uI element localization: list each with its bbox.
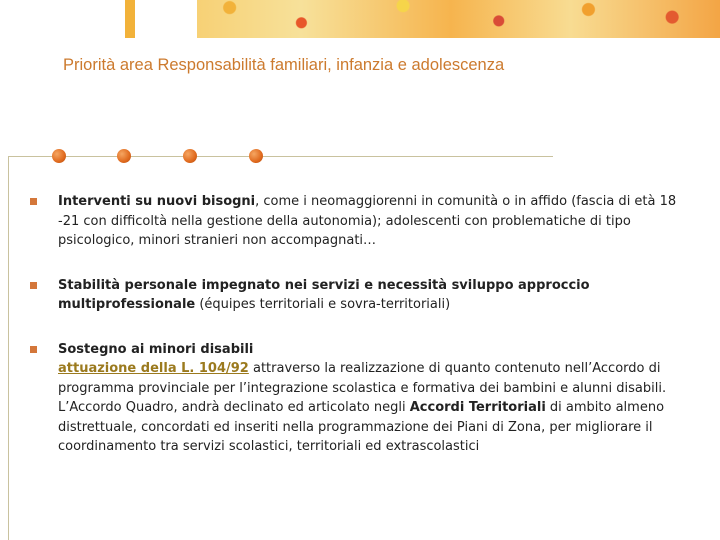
- horizontal-rule: [8, 156, 553, 157]
- header-banner-bar: [125, 0, 135, 38]
- list-item: [30, 340, 690, 457]
- orange-dot-icon: [52, 149, 66, 163]
- item-text: attraverso la realizzazione di quanto contenuto nell’Accordo di programma provinciale per l’integrazione scolastica e formativa dei bambini e alunni disabili.: [58, 361, 667, 396]
- item-text: di ambito almeno distrettuale, concordati ed inseriti nella programmazione dei Piani di Zona, per migliorare il coordinamento tra servizi scolastici, territoriali ed extrascolastici: [58, 400, 665, 454]
- item-lead: Sostegno ai minori disabili: [58, 341, 254, 357]
- orange-dot-icon: [183, 149, 197, 163]
- orange-dot-icon: [117, 149, 131, 163]
- item-text: L’Accordo Quadro, andrà declinato ed articolato negli: [58, 400, 410, 415]
- list-item: [30, 192, 690, 251]
- header-banner-image: [122, 0, 720, 38]
- bullet-list: [30, 192, 690, 457]
- item-bold-text: Accordi Territoriali: [409, 400, 546, 415]
- square-bullet-icon: [30, 282, 37, 289]
- slide-title: Priorità area Responsabilità familiari, infanzia e adolescenza: [63, 56, 505, 74]
- vertical-rule: [8, 156, 9, 540]
- item-text: (équipes territoriali e sovra-territoriali): [195, 297, 451, 312]
- list-item: [30, 276, 690, 315]
- law-link[interactable]: attuazione della L. 104/92: [58, 361, 249, 376]
- item-text: , come i neomaggiorenni in comunità o in affido (fascia di età 18 -21 con difficoltà nella gestione della autonomia); adolescenti con problematiche di tipo psicologico, minori stranieri non accompagnati…: [58, 194, 677, 248]
- item-lead: Interventi su nuovi bisogni: [58, 194, 256, 209]
- square-bullet-icon: [30, 198, 37, 205]
- square-bullet-icon: [30, 346, 37, 353]
- item-lead: Stabilità personale impegnato nei servizi e necessità sviluppo approccio multiprofessionale: [58, 277, 590, 312]
- orange-dot-icon: [249, 149, 263, 163]
